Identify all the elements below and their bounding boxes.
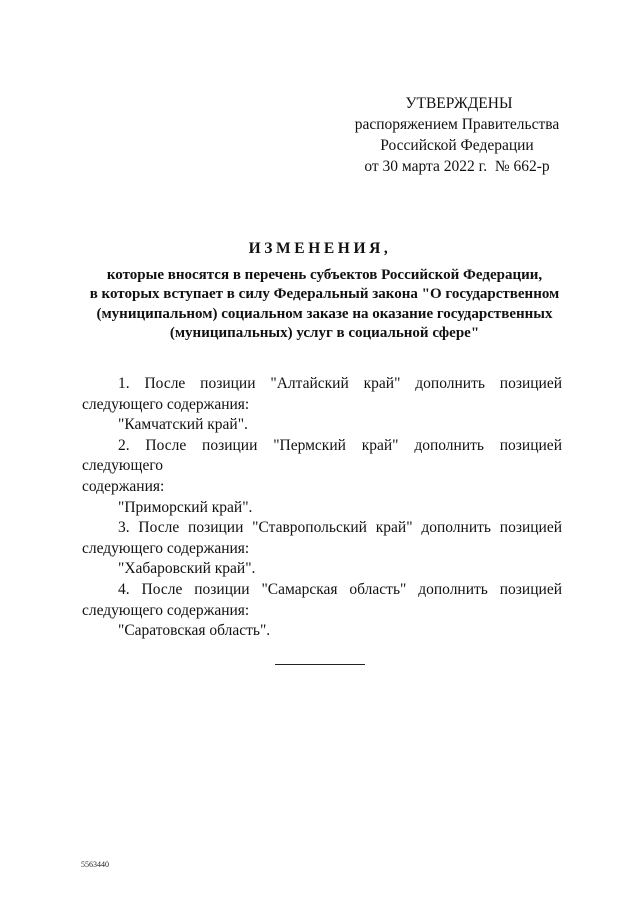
item-2-text-continued: содержания: (82, 477, 165, 495)
item-4-text-continued: следующего содержания: (82, 601, 250, 619)
item-3-quote: "Хабаровский край". (118, 560, 256, 578)
approval-date-number: от 30 марта 2022 г. № 662-р (364, 158, 550, 175)
document-body (82, 374, 562, 642)
approval-block (352, 93, 562, 177)
subtitle-line: (муниципальном) социальном заказе на оказание государственных (96, 305, 553, 322)
item-4-quote: "Саратовская область". (118, 622, 271, 640)
item-1-text-continued: следующего содержания: (82, 395, 250, 413)
item-2-text: 2. После позиции "Пермский край" дополнить позицией следующего (82, 436, 562, 475)
item-4-text: 4. После позиции "Самарская область" дополнить позицией (118, 580, 562, 598)
document-subtitle (72, 266, 577, 343)
approval-line: распоряжением Правительства (354, 116, 560, 133)
item-3-text: 3. После позиции "Ставропольский край" дополнить позицией (118, 519, 562, 537)
document-number: 5563440 (81, 860, 109, 869)
item-3-text-continued: следующего содержания: (82, 539, 250, 557)
item-1-text: 1. После позиции "Алтайский край" дополнить позицией (118, 375, 562, 392)
document-title: ИЗМЕНЕНИЯ, (248, 240, 392, 257)
closing-rule (275, 664, 365, 665)
approval-heading: УТВЕРЖДЕНЫ (405, 95, 513, 112)
approval-line: Российской Федерации (380, 137, 534, 154)
subtitle-line: (муниципальных) услуг в социальной сфере" (169, 324, 480, 341)
subtitle-line: которые вносятся в перечень субъектов Российской Федерации, (106, 267, 543, 283)
item-2-quote: "Приморский край". (118, 498, 253, 516)
item-1-quote: "Камчатский край". (118, 416, 248, 434)
subtitle-line: в которых вступает в силу Федеральный закона "О государственном (89, 286, 560, 303)
